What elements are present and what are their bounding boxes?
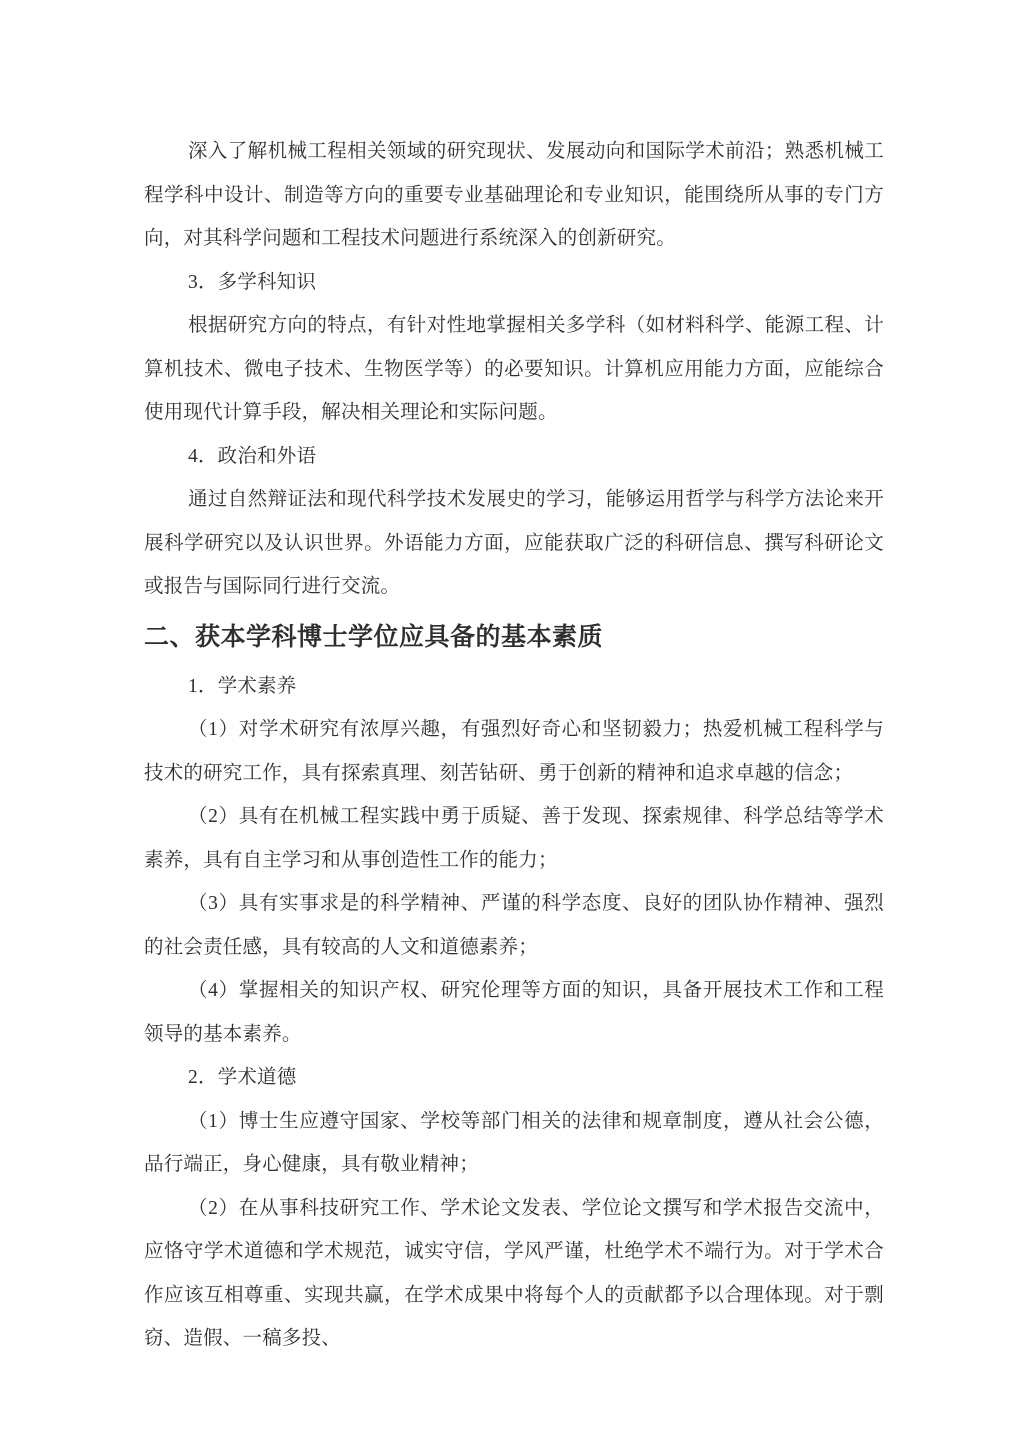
para-academic-literacy-3: （3）具有实事求是的科学精神、严谨的科学态度、良好的团队协作精神、强烈的社会责任感，具有较高的人文和道德素养；	[144, 893, 884, 958]
subheading-academic-ethics: 2．学术道德	[188, 1067, 297, 1088]
para-academic-literacy-1: （1）对学术研究有浓厚兴趣，有强烈好奇心和坚韧毅力；热爱机械工程科学与技术的研究工作，具有探索真理、刻苦钻研、勇于创新的精神和追求卓越的信念；	[144, 719, 884, 784]
para-academic-literacy-4: （4）掌握相关的知识产权、研究伦理等方面的知识，具备开展技术工作和工程领导的基本素养。	[144, 980, 884, 1045]
para-multidisciplinary-knowledge: 根据研究方向的特点，有针对性地掌握相关多学科（如材料科学、能源工程、计算机技术、微电子技术、生物医学等）的必要知识。计算机应用能力方面，应能综合使用现代计算手段，解决相关理论和实际问题。	[144, 315, 884, 423]
para-academic-literacy-2: （2）具有在机械工程实践中勇于质疑、善于发现、探索规律、科学总结等学术素养，具有自主学习和从事创造性工作的能力；	[144, 806, 884, 871]
subheading-multidisciplinary-knowledge: 3．多学科知识	[188, 271, 317, 293]
para-academic-ethics-1: （1）博士生应遵守国家、学校等部门相关的法律和规章制度，遵从社会公德，品行端正，身心健康，具有敬业精神；	[144, 1110, 884, 1175]
para-politics-foreign-language: 通过自然辩证法和现代科学技术发展史的学习，能够运用哲学与科学方法论来开展科学研究以及认识世界。外语能力方面，应能获取广泛的科研信息、撰写科研论文或报告与国际同行进行交流。	[144, 489, 884, 597]
para-discipline-knowledge: 深入了解机械工程相关领域的研究现状、发展动向和国际学术前沿；熟悉机械工程学科中设计、制造等方向的重要专业基础理论和专业知识，能围绕所从事的专门方向，对其科学问题和工程技术问题进行系统深入的创新研究。	[144, 141, 884, 249]
subheading-academic-literacy: 1．学术素养	[188, 675, 297, 697]
subheading-politics-foreign-language: 4．政治和外语	[188, 445, 317, 467]
section-heading-basic-qualities: 二、获本学科博士学位应具备的基本素质	[144, 623, 604, 651]
para-academic-ethics-2: （2）在从事科技研究工作、学术论文发表、学位论文撰写和学术报告交流中，应恪守学术道德和学术规范，诚实守信，学风严谨，杜绝学术不端行为。对于学术合作应该互相尊重、实现共赢，在学术成果中将每个人的贡献都予以合理体现。对于剽窃、造假、一稿多投、	[144, 1197, 884, 1349]
